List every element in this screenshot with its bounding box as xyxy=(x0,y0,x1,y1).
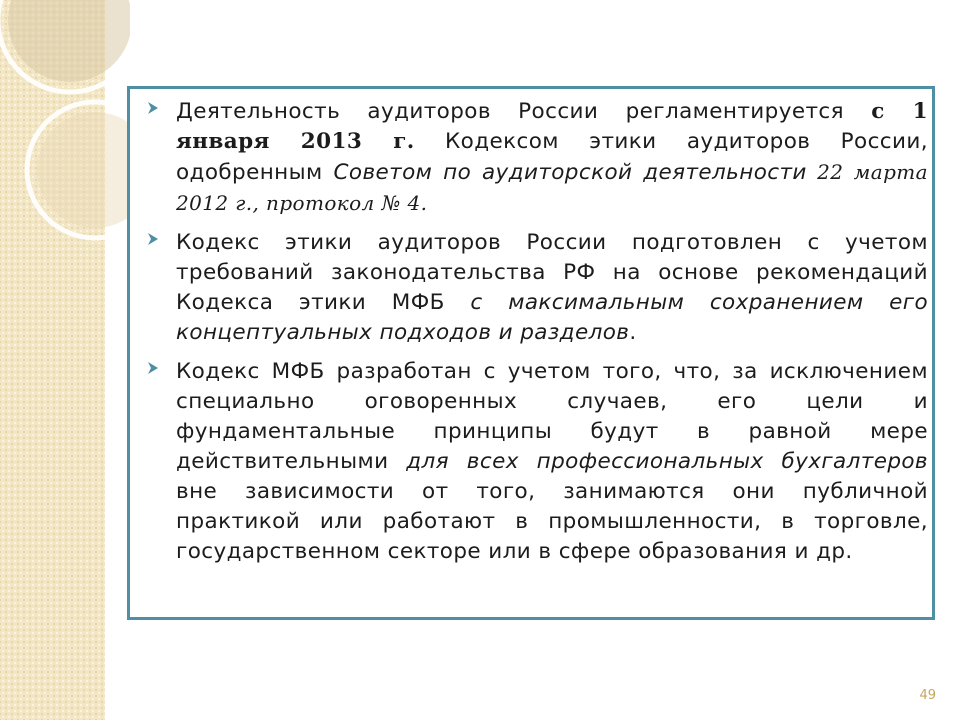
bullet-list xyxy=(146,97,928,576)
bullet-text-segment: с 1 января 2013 г. xyxy=(176,99,928,154)
bullet-text-segment: вне зависимости от того, занимаются они публичной практикой или работают в промышленности, в торговле, государственном секторе или в сфере образования и др. xyxy=(176,479,928,564)
bullet-text-segment: Кодекс МФБ разработан с учетом того, что, за исключением специально оговоренных случаев, его цели и фундаментальные принципы будут в равной мере действительными xyxy=(176,359,928,474)
bullet-item xyxy=(146,357,928,567)
bullet-text-segment: Советом по аудиторской деятельности xyxy=(333,160,807,185)
bullet-text-segment: 22 марта 2012 г., протокол № 4. xyxy=(176,160,928,215)
arrow-bullet-icon xyxy=(146,232,160,246)
bullet-text-segment: для всех профессиональных бухгалтеров xyxy=(406,449,928,474)
bullet-item xyxy=(146,228,928,348)
bullet-text-segment: Кодекс этики аудиторов России подготовлен с учетом требований законодательства РФ на основе рекомендаций Кодекса этики МФБ xyxy=(176,230,928,315)
content-box xyxy=(127,86,935,620)
bullet-text-segment: . xyxy=(629,320,637,345)
bullet-text-segment: с максимальным сохранением его концептуальных подходов и разделов xyxy=(176,290,928,345)
decorative-circles xyxy=(0,0,130,260)
bullet-item xyxy=(146,97,928,219)
arrow-bullet-icon xyxy=(146,101,160,115)
arrow-bullet-icon xyxy=(146,361,160,375)
bullet-text-segment: Деятельность аудиторов России регламентируется xyxy=(176,99,872,124)
page-number: 49 xyxy=(919,688,936,703)
bullet-text-segment: Кодексом этики аудиторов России, одобренным xyxy=(176,129,928,185)
